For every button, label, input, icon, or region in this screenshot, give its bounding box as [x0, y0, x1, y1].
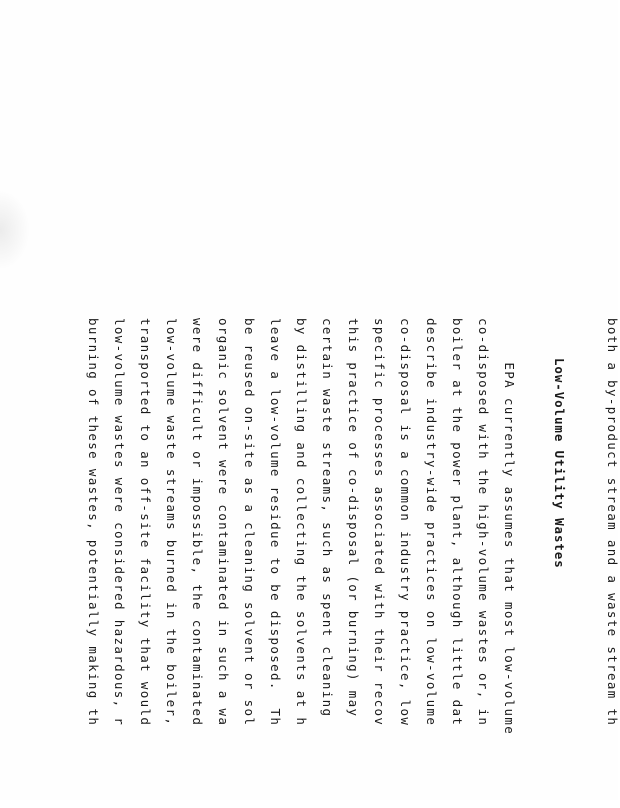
- scan-artifact: [0, 190, 30, 270]
- body-line: by distilling and collecting the solvents at h: [294, 318, 309, 727]
- body-line: burning of these wastes, potentially making th: [86, 318, 101, 727]
- body-line: specific processes associated with their recov: [372, 318, 387, 727]
- body-line: organic solvent were contaminated in such a wa: [216, 318, 231, 727]
- body-line: be reused on-site as a cleaning solvent or sol: [242, 318, 257, 727]
- body-line: certain waste streams, such as spent cleaning: [320, 318, 335, 718]
- body-line: low-volume wastes were considered hazardous, r: [112, 318, 127, 727]
- body-line: boiler at the power plant, although little dat: [450, 318, 465, 727]
- body-line: co-disposal is a common industry practice, low: [398, 318, 413, 727]
- intro-line: both a by-product stream and a waste stream th: [605, 318, 620, 727]
- body-line: EPA currently assumes that most low-volume: [502, 318, 517, 736]
- body-line: this practice of co-disposal (or burning) may: [346, 318, 361, 718]
- body-line: transported to an off-site facility that would: [138, 318, 153, 727]
- body-line: leave a low-volume residue to be disposed. Th: [268, 318, 283, 727]
- body-line: low-volume waste streams burned in the boiler,: [164, 318, 179, 727]
- body-line: co-disposed with the high-volume wastes or, in: [476, 318, 491, 727]
- body-line: describe industry-wide practices on low-volume: [424, 318, 439, 727]
- body-line: were difficult or impossible, the contaminated: [190, 318, 205, 727]
- section-heading: Low-Volume Utility Wastes: [552, 358, 567, 569]
